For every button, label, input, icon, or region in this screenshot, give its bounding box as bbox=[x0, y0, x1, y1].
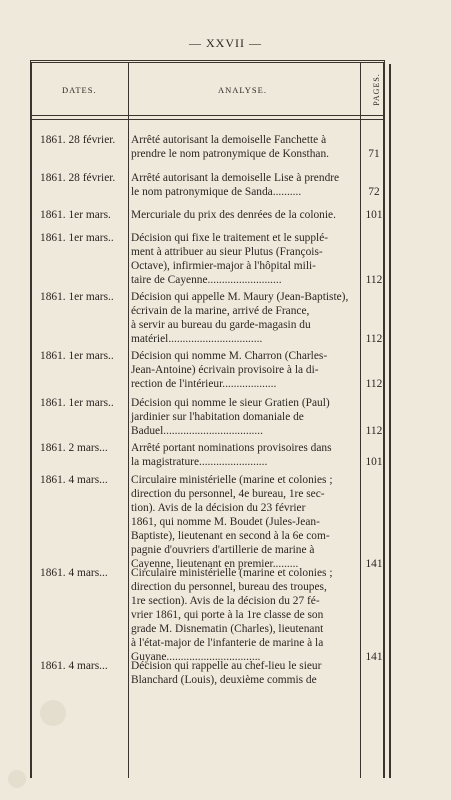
entry-date: 1861. 1er mars.. bbox=[40, 397, 114, 409]
entry-page: 112 bbox=[365, 378, 383, 390]
entry-page: 112 bbox=[365, 274, 383, 286]
entry-description: Mercuriale du prix des denrées de la colonie. bbox=[131, 209, 336, 221]
entry-description: Arrêté autorisant la demoiselle Fanchette à prendre le nom patronymique de Konsthan. bbox=[131, 134, 330, 160]
entry-date: 1861. 4 mars... bbox=[40, 660, 108, 672]
entry-page: 141 bbox=[365, 651, 383, 663]
entry-description: Circulaire ministérielle (marine et colonies ; direction du personnel, bureau des troupes, 1re section). Avis de la décision du 27 fé- vrier 1861, qui porte à la 1re classe de son grade M. Disnematin (Charles), lieutenant à l'état-major de l'infanterie de marine à la Guyane................................. bbox=[131, 567, 333, 663]
index-table bbox=[30, 60, 385, 778]
entry-description: Circulaire ministérielle (marine et colonies ; direction du personnel, 4e bureau, 1re sec- tion). Avis de la décision du 23 février 1861, qui nomme M. Boudet (Jules-Jean- Baptiste), lieutenant en second à la 6e com- pagnie d'ouvriers d'artillerie de marine à Cayenne, lieutenant en premier......... bbox=[131, 474, 333, 570]
page-header: — XXVII — bbox=[189, 36, 262, 50]
entry-description: Arrêté autorisant la demoiselle Lise à prendre le nom patronymique de Sanda.......... bbox=[131, 172, 340, 198]
entry-date: 1861. 1er mars.. bbox=[40, 291, 114, 303]
entry-date: 1861. 4 mars... bbox=[40, 567, 108, 579]
entry-page: 101 bbox=[365, 209, 383, 221]
entry-date: 1861. 2 mars... bbox=[40, 442, 108, 454]
entry-page: 141 bbox=[365, 558, 383, 570]
entry-page: 112 bbox=[365, 425, 383, 437]
outer-rule bbox=[389, 64, 391, 778]
paper-stain bbox=[40, 700, 66, 726]
column-divider bbox=[360, 63, 361, 778]
entry-date: 1861. 1er mars. bbox=[40, 209, 111, 221]
entry-page: 112 bbox=[365, 333, 383, 345]
entry-date: 1861. 1er mars.. bbox=[40, 350, 114, 362]
column-header-pages: PAGES. bbox=[371, 72, 381, 106]
column-header-dates: DATES. bbox=[62, 85, 97, 95]
entry-page: 72 bbox=[368, 186, 380, 198]
entry-description: Décision qui rappelle au chef-lieu le sieur Blanchard (Louis), deuxième commis de bbox=[131, 660, 322, 686]
paper-stain bbox=[8, 770, 26, 788]
entry-page: 101 bbox=[365, 456, 383, 468]
entry-description: Décision qui appelle M. Maury (Jean-Baptiste), écrivain de la marine, arrivé de France, à servir au bureau du garde-magasin du matériel................................. bbox=[131, 291, 349, 345]
header-rule bbox=[32, 115, 383, 120]
entry-description: Arrêté portant nominations provisoires dans la magistrature........................ bbox=[131, 442, 332, 468]
entry-date: 1861. 28 février. bbox=[40, 172, 116, 184]
column-header-analyse: ANALYSE. bbox=[218, 85, 267, 95]
entry-page: 71 bbox=[368, 148, 380, 160]
entry-description: Décision qui nomme M. Charron (Charles- Jean-Antoine) écrivain provisoire à la di- rection de l'intérieur................... bbox=[131, 350, 328, 390]
entry-date: 1861. 1er mars.. bbox=[40, 232, 114, 244]
entry-date: 1861. 4 mars... bbox=[40, 474, 108, 486]
entry-description: Décision qui fixe le traitement et le supplé- ment à attribuer au sieur Plutus (François- Octave), infirmier-major à l'hôpital mili- taire de Cayenne.......................... bbox=[131, 232, 329, 286]
entry-description: Décision qui nomme le sieur Gratien (Paul) jardinier sur l'habitation domaniale de Baduel................................... bbox=[131, 397, 330, 437]
entry-date: 1861. 28 février. bbox=[40, 134, 116, 146]
